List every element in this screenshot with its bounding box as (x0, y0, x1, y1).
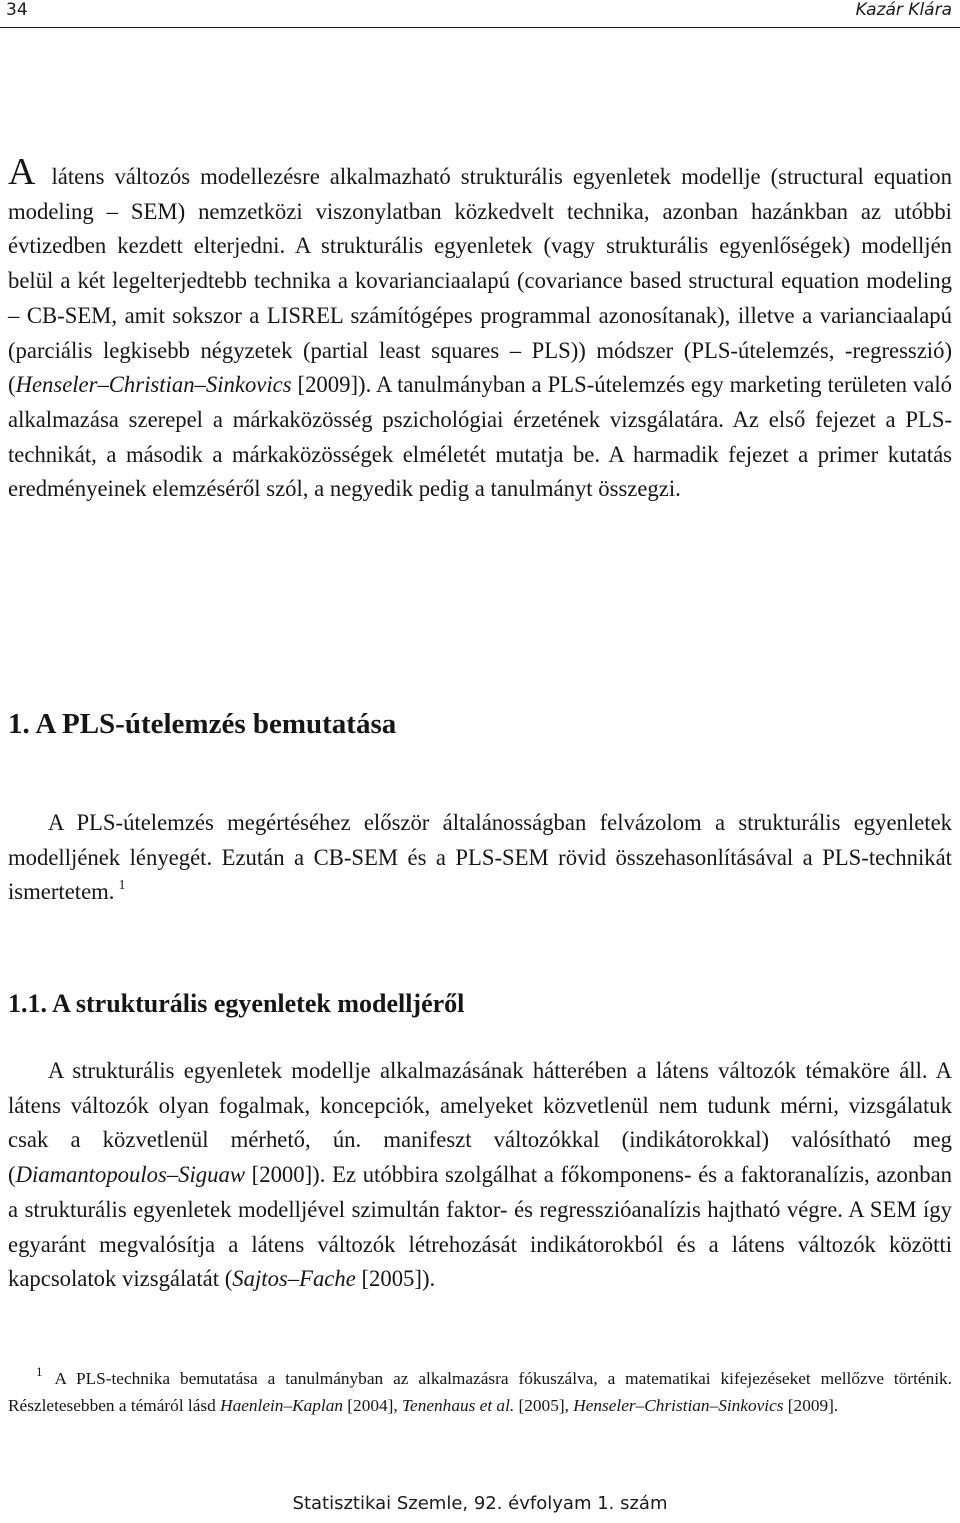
section1-1-text-2: [2000]). Ez utóbbira szolgálhat a főkomponens- és a faktoranalízis, azonban a strukturális egyenletek modelljével szimultán faktor- és regresszióanalízis hajtható végre. A SEM így egyaránt megvalósítja a látens változók létrehozását indikátorokból és a látens változók közötti kapcsolatok vizsgálatát ( (8, 1162, 952, 1292)
section-heading-1-1: 1.1. A strukturális egyenletek modelljéről (8, 989, 465, 1018)
section1-text: A PLS-útelemzés megértéséhez először általánosságban felvázolom a strukturális egyenletek modelljének lényegét. Ezután a CB-SEM és a PLS-SEM rövid összehasonlításával a PLS-technikát ismertetem. (8, 810, 952, 905)
page-number: 34 (6, 0, 28, 20)
header-rule (0, 27, 960, 28)
intro-text-1: látens változós modellezésre alkalmazható strukturális egyenletek modellje (structural equation modeling – SEM) nemzetközi viszonylatban közkedvelt technika, azonban hazánkban az utóbbi évtizedben kezdett elterjedni. A strukturális egyenletek (vagy strukturális egyenlőségek) modelljén belül a két legelterjedtebb technika a kovarianciaalapú (covariance based structural equation modeling – CB-SEM, amit sokszor a LISREL számítógépes programmal azonosítanak), illetve a varianciaalapú (parciális legkisebb négyzetek (partial least squares – PLS)) módszer (PLS-útelemzés, -regresszió) ( (8, 164, 952, 398)
footnote-reference: 1 (118, 878, 126, 894)
section1-1-text-3: [2005]). (355, 1266, 436, 1292)
citation: Diamantopoulos–Siguaw (15, 1162, 245, 1188)
footnote-text-2: [2004], (342, 1395, 403, 1415)
footnote-text-1: A PLS-technika bemutatása a tanulmányban az alkalmazásra fókuszálva, a matematikai kifejezéseket mellőzve történik. Részletesebben a témáról lásd (8, 1369, 952, 1415)
footnote-text-4: [2009]. (783, 1395, 839, 1415)
running-header (0, 0, 960, 26)
section1-1-paragraph (8, 1054, 952, 1297)
intro-paragraph (8, 151, 952, 507)
citation: Sajtos–Fache (232, 1266, 356, 1292)
footnote-text-3: [2005], (514, 1395, 574, 1415)
running-author: Kazár Klára (855, 0, 952, 20)
footnote (8, 1366, 952, 1418)
section1-paragraph (8, 806, 952, 914)
citation: Henseler–Christian–Sinkovics (573, 1395, 784, 1415)
section1-1-text-1: A strukturális egyenletek modellje alkalmazásának hátterében a látens változók témaköre áll. A látens változók olyan fogalmak, koncepciók, amelyeket közvetlenül nem tudunk mérni, vizsgálatuk csak a közvetlenül mérhető, ún. manifeszt változókkal (indikátorokkal) valósítható meg ( (8, 1058, 952, 1188)
citation: Henseler–Christian–Sinkovics (15, 372, 292, 398)
footnote-mark: 1 (36, 1364, 43, 1379)
intro-text-2: [2009]). A tanulmányban a PLS-útelemzés egy marketing területen való alkalmazása szerepel a márkaközösség pszichológiai érzetének vizsgálatára. Az első fejezet a PLS-technikát, a második a márkaközösségek elméletét mutatja be. A harmadik fejezet a primer kutatás eredményeinek elemzéséről szól, a negyedik pedig a tanulmányt összegzi. (8, 372, 952, 502)
section-heading-1: 1. A PLS-útelemzés bemutatása (8, 708, 397, 740)
journal-footer: Statisztikai Szemle, 92. évfolyam 1. szám (292, 1493, 668, 1514)
drop-cap: A (8, 151, 36, 193)
citation: Tenenhaus et al. (402, 1395, 515, 1415)
citation: Haenlein–Kaplan (220, 1395, 343, 1415)
